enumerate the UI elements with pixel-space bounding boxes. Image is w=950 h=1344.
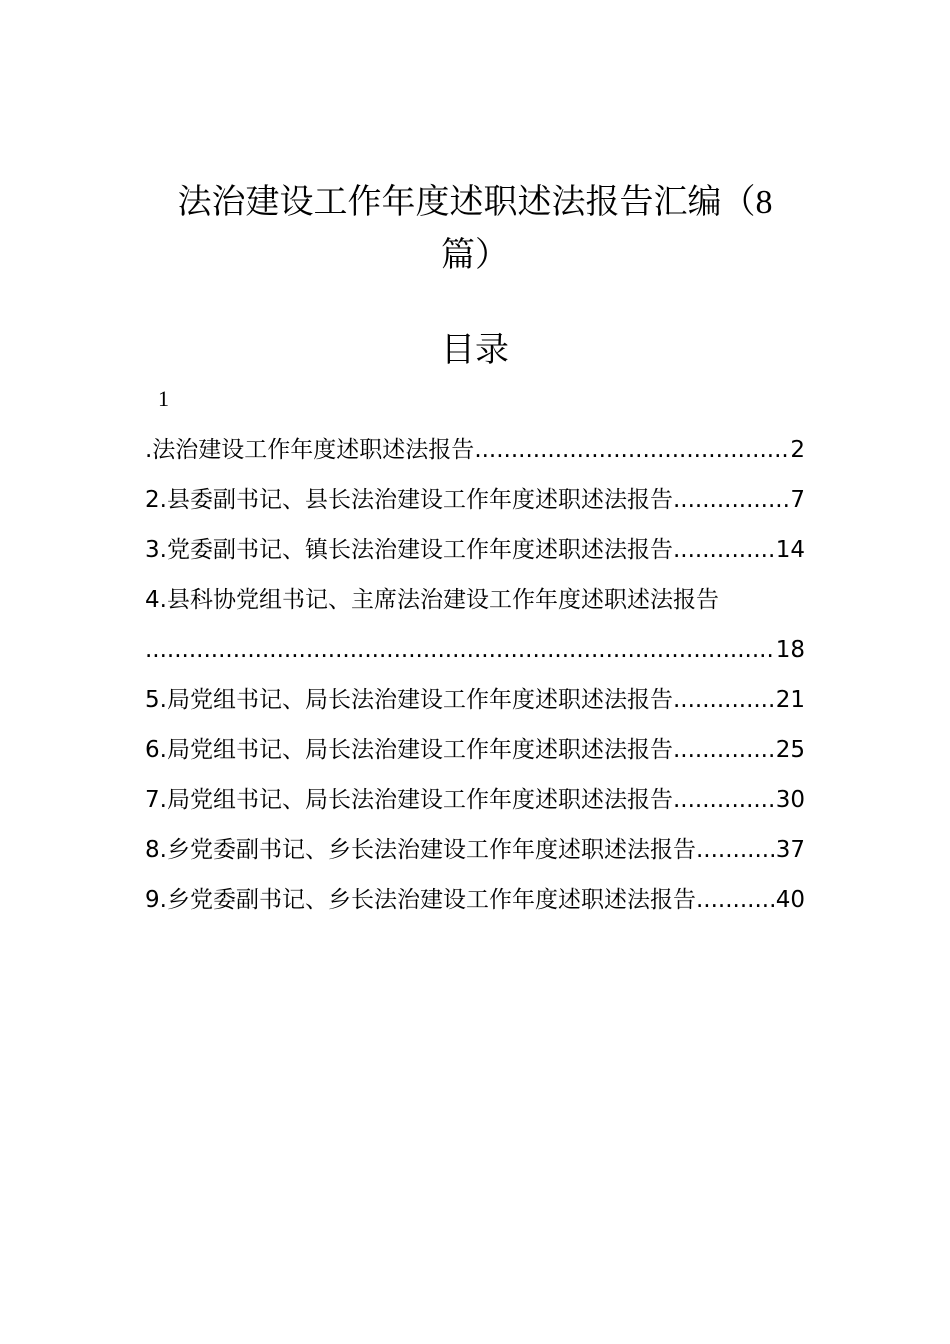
toc-entry-page: 37 xyxy=(775,837,805,863)
toc-entry-page: 30 xyxy=(775,787,805,813)
toc-entry-page: 18 xyxy=(775,637,805,663)
toc-entry-text: 8.乡党委副书记、乡长法治建设工作年度述职述法报告 xyxy=(145,837,696,863)
toc-leader-dots xyxy=(673,525,776,575)
toc-entry-2[interactable] xyxy=(145,475,805,525)
toc-entry-5[interactable] xyxy=(145,675,805,725)
toc-leader-dots xyxy=(673,475,790,525)
title-count: 8 xyxy=(755,184,773,221)
title-line-2: 篇） xyxy=(441,235,509,275)
toc-entry-9[interactable] xyxy=(145,875,805,925)
toc-leader-dots xyxy=(474,425,790,475)
toc-entry-3[interactable] xyxy=(145,525,805,575)
toc-entry-text: 4.县科协党组书记、主席法治建设工作年度述职述法报告 xyxy=(145,587,719,613)
table-of-contents xyxy=(145,425,805,925)
toc-entry-page: 21 xyxy=(775,687,805,713)
toc-entry-6[interactable] xyxy=(145,725,805,775)
toc-entry-text: .法治建设工作年度述职述法报告 xyxy=(145,437,475,463)
toc-entry-7[interactable] xyxy=(145,775,805,825)
toc-entry-page: 2 xyxy=(790,437,805,463)
toc-entry-text: 9.乡党委副书记、乡长法治建设工作年度述职述法报告 xyxy=(145,887,696,913)
toc-entry-text: 5.局党组书记、局长法治建设工作年度述职述法报告 xyxy=(145,687,673,713)
toc-entry-text: 3.党委副书记、镇长法治建设工作年度述职述法报告 xyxy=(145,537,673,563)
toc-entry-4[interactable] xyxy=(145,575,805,625)
title-line-1: 法治建设工作年度述职述法报告汇编（ xyxy=(177,182,756,222)
toc-entry-page: 14 xyxy=(775,537,805,563)
toc-entry-text: 6.局党组书记、局长法治建设工作年度述职述法报告 xyxy=(145,737,673,763)
page-marker: 1 xyxy=(158,386,169,411)
toc-entry-page: 40 xyxy=(775,887,805,913)
toc-entry-8[interactable] xyxy=(145,825,805,875)
toc-leader-dots xyxy=(673,675,776,725)
toc-leader-dots xyxy=(696,825,776,875)
toc-entry-page: 25 xyxy=(775,737,805,763)
toc-leader-dots xyxy=(673,775,776,825)
document-title xyxy=(140,176,810,281)
toc-entry-text: 2.县委副书记、县长法治建设工作年度述职述法报告 xyxy=(145,487,673,513)
toc-leader-dots xyxy=(696,875,776,925)
toc-heading: 目录 xyxy=(441,330,509,370)
toc-leader-dots xyxy=(673,725,776,775)
toc-entry-4-continuation[interactable] xyxy=(145,625,805,675)
toc-entry-page: 7 xyxy=(790,487,805,513)
toc-entry-1[interactable] xyxy=(145,425,805,475)
toc-leader-dots xyxy=(145,625,776,675)
toc-entry-text: 7.局党组书记、局长法治建设工作年度述职述法报告 xyxy=(145,787,673,813)
